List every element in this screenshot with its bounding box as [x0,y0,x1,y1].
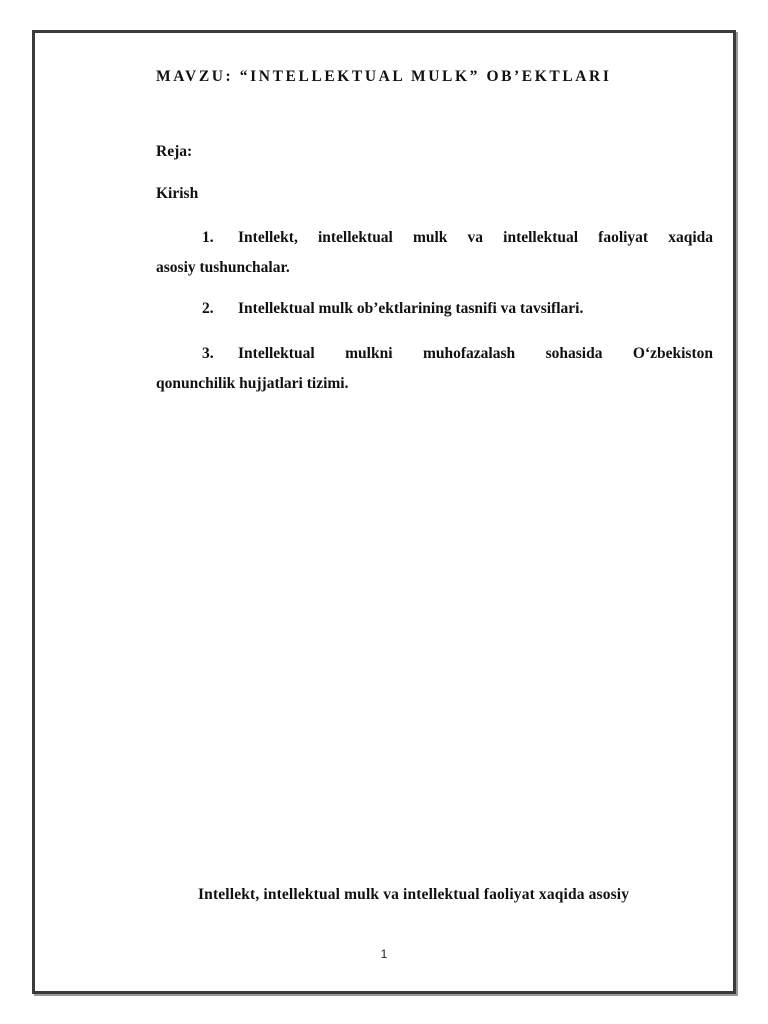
plan-label: Reja: [156,143,193,160]
document-title: MAVZU: “INTELLEKTUAL MULK” OB’EKTLARI [156,68,612,85]
plan-item-2-number: 2. [202,300,214,317]
page-frame [32,30,736,994]
plan-item-1-first-line [156,223,713,253]
plan-item-3-text: Intellektual mulkni muhofazalash sohasida O‘zbekiston [238,345,713,362]
plan-item-1-continuation: asosiy tushunchalar. [156,259,290,276]
section-heading: Intellekt, intellektual mulk va intellektual faoliyat xaqida asosiy [198,886,630,903]
plan-item-3-number: 3. [202,345,214,362]
plan-item-2 [156,294,713,324]
plan-item-2-text: Intellektual mulk ob’ektlarining tasnifi va tavsiflari. [238,300,584,317]
page-number: 1 [380,947,388,961]
intro-label: Kirish [156,185,199,202]
plan-item-1-number: 1. [202,229,214,246]
plan-item-2-first-line [156,294,713,324]
plan-item-1 [156,223,713,283]
plan-item-3-continuation: qonunchilik hujjatlari tizimi. [156,375,349,392]
plan-item-1-text: Intellekt, intellektual mulk va intellektual faoliyat xaqida [238,229,713,246]
plan-item-3-first-line [156,339,713,369]
plan-item-3 [156,339,713,399]
